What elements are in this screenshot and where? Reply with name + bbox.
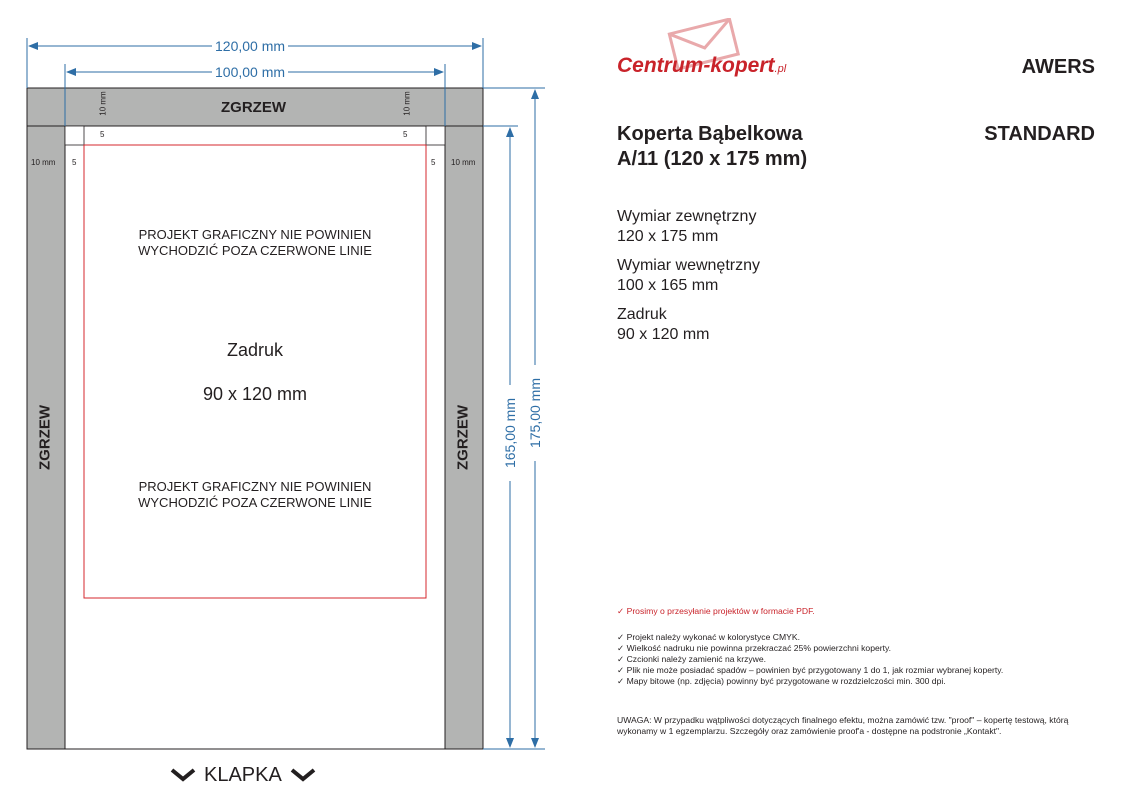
product-title xyxy=(617,122,807,172)
requirement-item: ✓ Mapy bitowe (np. zdjęcia) powinny być przygotowane w rozdzielczości min. 300 dpi. xyxy=(617,676,946,686)
spec-outer xyxy=(617,207,760,247)
spec-label: Wymiar wewnętrzny xyxy=(617,257,760,274)
top-right-seal-mm: 10 mm xyxy=(402,91,412,116)
margin-five-top-left: 5 xyxy=(100,130,105,139)
variant-label: STANDARD xyxy=(984,123,1095,145)
right-seal-label: ZGRZEW xyxy=(454,405,472,470)
chevron-down-icon xyxy=(290,767,316,783)
brand-logo xyxy=(617,18,807,80)
corner-box-right xyxy=(426,126,445,145)
outer-height-label: 175,00 mm xyxy=(527,365,543,461)
notice-top-line2: WYCHODZIĆ POZA CZERWONE LINIE xyxy=(138,243,372,258)
warning-note: UWAGA: W przypadku wątpliwości dotyczących finalnego efektu, można zamówić tzw. "proof" – kopertę testową, którą wykonamy w 1 egzemplarzu. Szczegóły oraz zamówienie proof'a - dostępne na podstronie „Kontakt". xyxy=(617,715,1069,736)
print-area-size: 90 x 120 mm xyxy=(202,384,308,404)
spec-value: 90 x 120 mm xyxy=(617,326,710,343)
margin-five-right: 5 xyxy=(431,158,436,167)
right-seal-mm: 10 mm xyxy=(451,158,476,167)
requirement-item: ✓ Wielkość nadruku nie powinna przekraczać 25% powierzchni koperty. xyxy=(617,643,892,653)
corner-box-left xyxy=(65,126,84,145)
print-area-label: Zadruk xyxy=(226,340,284,360)
requirement-item: ✓ Czcionki należy zamienić na krzywe. xyxy=(617,654,767,664)
notice-bottom-line2: WYCHODZIĆ POZA CZERWONE LINIE xyxy=(138,495,372,510)
outer-width-label: 120,00 mm xyxy=(212,38,288,54)
spec-label: Zadruk xyxy=(617,306,667,323)
spec-value: 120 x 175 mm xyxy=(617,228,719,245)
top-seal-label: ZGRZEW xyxy=(221,99,286,116)
pdf-request-note: ✓ Prosimy o przesyłanie projektów w formacie PDF. xyxy=(617,606,815,616)
spec-print xyxy=(617,305,760,345)
inner-height-label: 165,00 mm xyxy=(502,385,518,481)
inner-width-label: 100,00 mm xyxy=(212,64,288,80)
requirement-item: ✓ Projekt należy wykonać w kolorystyce CMYK. xyxy=(617,632,800,642)
notice-bottom xyxy=(105,479,405,511)
product-title-line1: Koperta Bąbelkowa xyxy=(617,123,803,145)
brand-suffix: .pl xyxy=(774,63,787,75)
brand-text: Centrum-kopert xyxy=(617,54,775,77)
notice-bottom-line1: PROJEKT GRAFICZNY NIE POWINIEN xyxy=(138,479,372,494)
requirement-item: ✓ Plik nie może posiadać spadów – powinien być przygotowany 1 do 1, jak rozmiar wybranej koperty. xyxy=(617,665,1004,675)
chevron-down-icon xyxy=(170,767,196,783)
side-label: AWERS xyxy=(1021,56,1095,78)
margin-five-left: 5 xyxy=(72,158,77,167)
spec-inner xyxy=(617,256,760,296)
top-left-seal-mm: 10 mm xyxy=(98,91,108,116)
left-seal-label: ZGRZEW xyxy=(36,405,54,470)
left-seal-mm: 10 mm xyxy=(31,158,56,167)
spec-label: Wymiar zewnętrzny xyxy=(617,208,757,225)
notice-top xyxy=(105,227,405,259)
brand-name xyxy=(617,54,786,78)
envelope-outline xyxy=(27,88,483,749)
margin-five-top-right: 5 xyxy=(403,130,408,139)
spec-list xyxy=(617,207,760,345)
spec-value: 100 x 165 mm xyxy=(617,277,719,294)
notice-top-line1: PROJEKT GRAFICZNY NIE POWINIEN xyxy=(138,227,372,242)
flap-indicator xyxy=(170,762,316,788)
requirements-list xyxy=(617,632,1107,687)
flap-label: KLAPKA xyxy=(204,763,282,786)
product-title-line2: A/11 (120 x 175 mm) xyxy=(617,148,808,170)
